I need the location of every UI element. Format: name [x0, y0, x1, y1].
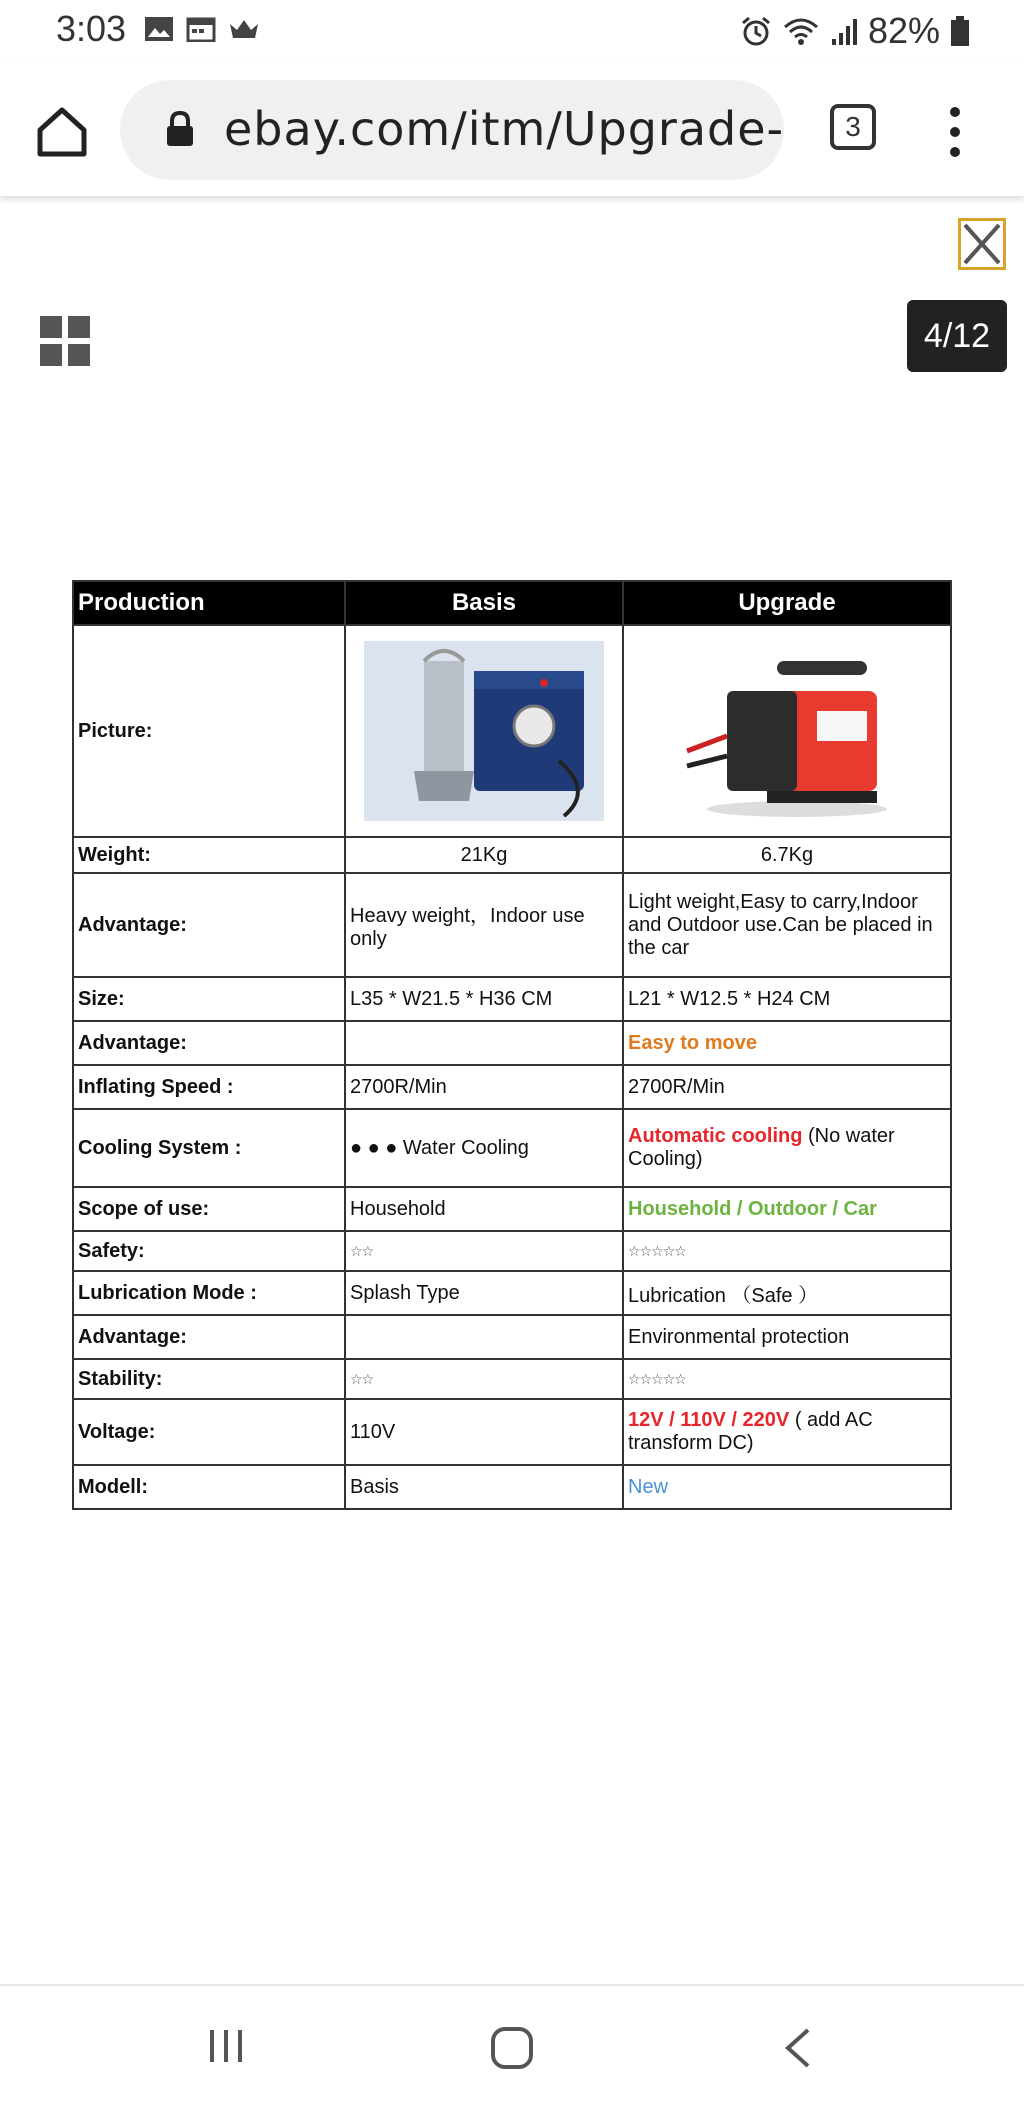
row-label: Safety:: [73, 1231, 345, 1271]
upgrade-value: 2700R/Min: [623, 1065, 951, 1109]
upgrade-stars: ☆☆☆☆☆: [623, 1359, 951, 1399]
header-basis: Basis: [345, 581, 623, 625]
upgrade-value: Household / Outdoor / Car: [623, 1187, 951, 1231]
table-row-lubrication: [73, 1271, 951, 1315]
table-row-voltage: [73, 1399, 951, 1465]
upgrade-value: New: [623, 1465, 951, 1509]
basis-value: [345, 1315, 623, 1359]
lock-icon[interactable]: [164, 110, 196, 148]
basis-value: L35 * W21.5 * H36 CM: [345, 977, 623, 1021]
notification-icons: [144, 16, 260, 42]
basis-compressor-photo: [364, 641, 604, 821]
table-row-advantage: [73, 1315, 951, 1359]
voltage-highlight: 12V / 110V / 220V: [628, 1409, 790, 1431]
row-label: Advantage:: [73, 1021, 345, 1065]
recent-apps-button[interactable]: [206, 2026, 246, 2066]
back-button[interactable]: [780, 2026, 816, 2070]
basis-value: [345, 1109, 623, 1187]
cooling-highlight: Automatic cooling: [628, 1125, 803, 1147]
row-label: Cooling System :: [73, 1109, 345, 1187]
upgrade-value: Light weight,Easy to carry,Indoor and Outdoor use.Can be placed in the car: [623, 873, 951, 977]
system-icons: [740, 10, 970, 52]
table-row-inflating-speed: [73, 1065, 951, 1109]
basis-value: 21Kg: [345, 837, 623, 873]
upgrade-value: [623, 1399, 951, 1465]
home-nav-button[interactable]: [490, 2026, 534, 2070]
image-icon: [144, 16, 174, 42]
wifi-icon: [782, 15, 820, 47]
close-button[interactable]: [958, 218, 1006, 270]
basis-stars: ☆☆: [345, 1359, 623, 1399]
row-label: Stability:: [73, 1359, 345, 1399]
voltage-note: ( add AC transform DC): [628, 1409, 873, 1454]
upgrade-picture: [623, 625, 951, 837]
header-production: Production: [73, 581, 345, 625]
close-icon: [961, 221, 1003, 267]
grid-view-icon[interactable]: [40, 316, 90, 366]
status-bar: [0, 0, 1024, 64]
table-row-stability: [73, 1359, 951, 1399]
upgrade-value: L21 * W12.5 * H24 CM: [623, 977, 951, 1021]
table-row-model: [73, 1465, 951, 1509]
image-counter: 4/12: [907, 300, 1007, 372]
tab-switcher-button[interactable]: 3: [830, 104, 876, 150]
upgrade-compressor-photo: [677, 641, 897, 821]
upgrade-value: Environmental protection: [623, 1315, 951, 1359]
row-label: Advantage:: [73, 873, 345, 977]
table-row-advantage: [73, 1021, 951, 1065]
row-label: Size:: [73, 977, 345, 1021]
table-row-cooling: [73, 1109, 951, 1187]
cooling-text: Water Cooling: [402, 1136, 529, 1159]
basis-value: Basis: [345, 1465, 623, 1509]
battery-icon: [950, 15, 970, 47]
upgrade-value: 6.7Kg: [623, 837, 951, 873]
table-row-safety: [73, 1231, 951, 1271]
spec-comparison-table: [72, 580, 952, 1510]
system-nav-bar: [0, 1984, 1024, 2106]
address-bar[interactable]: [120, 80, 784, 180]
row-label: Picture:: [73, 625, 345, 837]
alarm-icon: [740, 15, 772, 47]
table-row-advantage: [73, 873, 951, 977]
table-row-scope: [73, 1187, 951, 1231]
upgrade-stars: ☆☆☆☆☆: [623, 1231, 951, 1271]
upgrade-value: Lubrication （Safe ）: [623, 1271, 951, 1315]
row-label: Weight:: [73, 837, 345, 873]
calendar-icon: [186, 16, 216, 42]
cooling-dots: ● ● ●: [350, 1136, 398, 1159]
table-row-picture: [73, 625, 951, 837]
home-button[interactable]: [32, 102, 92, 162]
row-label: Voltage:: [73, 1399, 345, 1465]
basis-value: 110V: [345, 1399, 623, 1465]
signal-icon: [830, 15, 858, 47]
crown-icon: [228, 16, 260, 42]
status-time: 3:03: [56, 8, 127, 49]
url-text[interactable]: ebay.com/itm/Upgrade-: [224, 102, 784, 156]
row-label: Scope of use:: [73, 1187, 345, 1231]
table-row-size: [73, 977, 951, 1021]
row-label: Lubrication Mode :: [73, 1271, 345, 1315]
browser-toolbar: [0, 64, 1024, 196]
row-label: Advantage:: [73, 1315, 345, 1359]
header-upgrade: Upgrade: [623, 581, 951, 625]
basis-value: 2700R/Min: [345, 1065, 623, 1109]
table-header-row: [73, 581, 951, 625]
basis-value: Household: [345, 1187, 623, 1231]
row-label: Modell:: [73, 1465, 345, 1509]
basis-value: Heavy weight，Indoor use only: [345, 873, 623, 977]
more-menu-icon[interactable]: [940, 102, 970, 162]
basis-picture: [345, 625, 623, 837]
row-label: Inflating Speed :: [73, 1065, 345, 1109]
upgrade-value: [623, 1109, 951, 1187]
basis-value: [345, 1021, 623, 1065]
basis-stars: ☆☆: [345, 1231, 623, 1271]
cooling-note: (No water Cooling): [628, 1125, 895, 1170]
table-row-weight: [73, 837, 951, 873]
battery-percent: 82%: [867, 10, 940, 51]
basis-value: Splash Type: [345, 1271, 623, 1315]
upgrade-value: Easy to move: [623, 1021, 951, 1065]
